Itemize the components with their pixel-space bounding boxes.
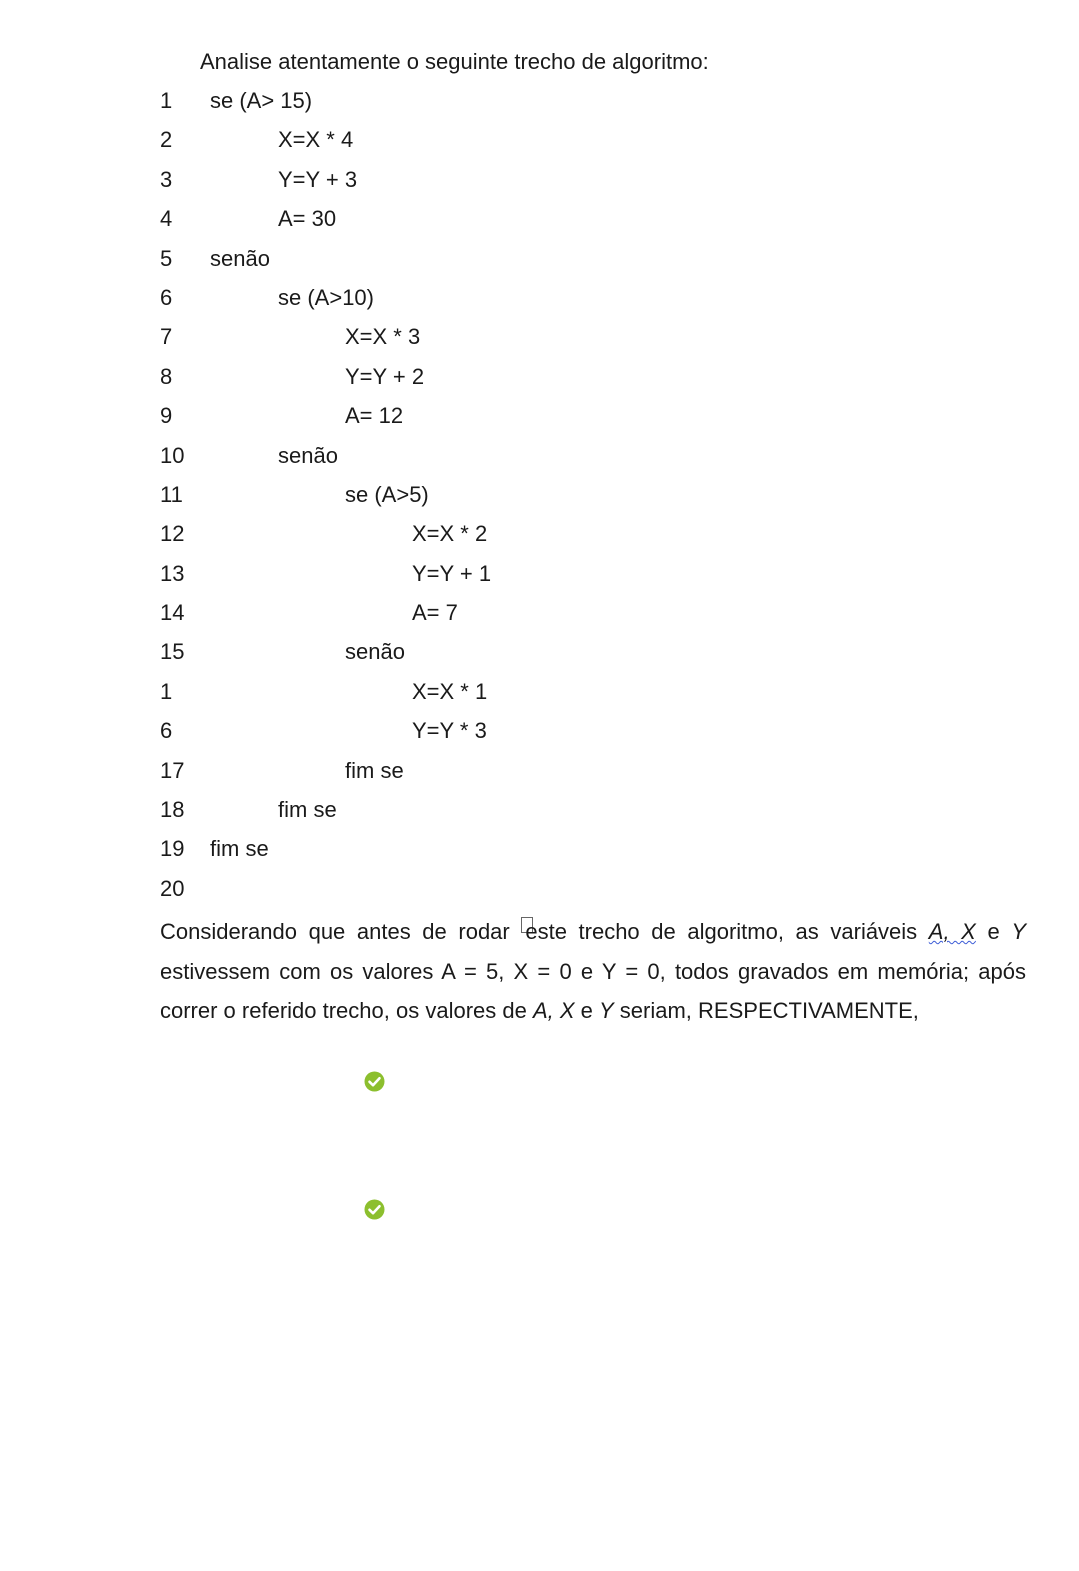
- code-line: [158, 637, 1018, 676]
- code-line: [158, 86, 1018, 125]
- line-number: 18: [160, 797, 185, 823]
- intro-text: Analise atentamente o seguinte trecho de algoritmo:: [200, 49, 709, 74]
- line-number: 20: [160, 875, 185, 901]
- code-line: [158, 322, 1018, 361]
- line-number: 7: [160, 324, 173, 350]
- line-number: 9: [160, 403, 173, 429]
- line-number: 1: [160, 88, 173, 113]
- variable-list: A, X: [532, 998, 575, 1023]
- line-number: 3: [160, 166, 173, 192]
- code-statement: fim se: [345, 757, 404, 783]
- variable-name: Y: [1011, 919, 1026, 944]
- code-statement: senão: [278, 442, 338, 468]
- check-circle-icon: [364, 1199, 385, 1220]
- line-number: 5: [160, 245, 173, 271]
- code-statement: fim se: [278, 797, 337, 823]
- line-number: 13: [160, 560, 185, 586]
- code-statement: Y=Y * 3: [412, 718, 487, 744]
- code-statement: X=X * 4: [278, 127, 354, 153]
- line-number: 4: [160, 206, 173, 232]
- line-number: 8: [160, 363, 173, 389]
- code-statement: A= 30: [278, 206, 337, 232]
- paragraph-part: estivessem com os valores A = 5, X = 0 e Y = 0, todos gravados em memória; após correr o referido trecho, os valores de: [160, 958, 1026, 1023]
- line-number: 12: [160, 521, 185, 547]
- code-statement: se (A>5): [345, 481, 429, 507]
- variable-name: Y: [599, 998, 614, 1023]
- code-statement: senão: [345, 639, 405, 665]
- check-circle-icon: [364, 1071, 385, 1092]
- paragraph-part: Considerando que antes de rodar: [160, 919, 522, 944]
- code-line: [158, 441, 1018, 480]
- code-line: [158, 480, 1018, 519]
- code-statement: Y=Y + 1: [412, 560, 492, 586]
- code-statement: fim se: [210, 836, 269, 862]
- question-paragraph: [160, 912, 1026, 1031]
- code-line: [158, 559, 1018, 598]
- line-number: 15: [160, 639, 185, 665]
- code-statement: Y=Y + 3: [278, 166, 358, 192]
- paragraph-part: seriam, RESPECTIVAMENTE,: [613, 998, 919, 1023]
- code-statement: senão: [210, 245, 270, 271]
- code-line: [158, 834, 1018, 873]
- line-number: 19: [160, 836, 185, 862]
- code-line: [158, 244, 1018, 283]
- paragraph-part: e: [574, 998, 599, 1023]
- variable-list: A, X: [928, 919, 976, 944]
- code-line: [158, 283, 1018, 322]
- line-number: 11: [160, 481, 183, 507]
- code-line: [158, 677, 1018, 716]
- code-statement: X=X * 1: [412, 678, 488, 704]
- line-number: 6: [160, 718, 173, 744]
- code-statement: Y=Y + 2: [345, 363, 425, 389]
- line-number: 17: [160, 757, 185, 783]
- code-statement: se (A> 15): [210, 88, 313, 113]
- code-statement: X=X * 3: [345, 324, 421, 350]
- line-number: 2: [160, 127, 173, 153]
- code-line: [158, 756, 1018, 795]
- code-line: [158, 165, 1018, 204]
- code-line: [158, 125, 1018, 164]
- paragraph-part: e: [975, 919, 1012, 944]
- code-statement: se (A>10): [278, 284, 374, 310]
- code-statement: A= 7: [412, 600, 458, 626]
- code-line: [158, 716, 1018, 755]
- paragraph-part: este trecho de algoritmo, as variáveis: [525, 919, 929, 944]
- code-line: [158, 874, 1018, 913]
- code-line: [158, 519, 1018, 558]
- line-number: 14: [160, 600, 185, 626]
- code-line: [158, 204, 1018, 243]
- algorithm-listing: [158, 86, 1018, 913]
- line-number: 6: [160, 284, 173, 310]
- code-line: [158, 362, 1018, 401]
- line-number: 1: [160, 678, 173, 704]
- code-line: [158, 598, 1018, 637]
- code-line: [158, 795, 1018, 834]
- line-number: 10: [160, 442, 185, 468]
- code-statement: A= 12: [345, 403, 404, 429]
- code-statement: X=X * 2: [412, 521, 488, 547]
- code-line: [158, 401, 1018, 440]
